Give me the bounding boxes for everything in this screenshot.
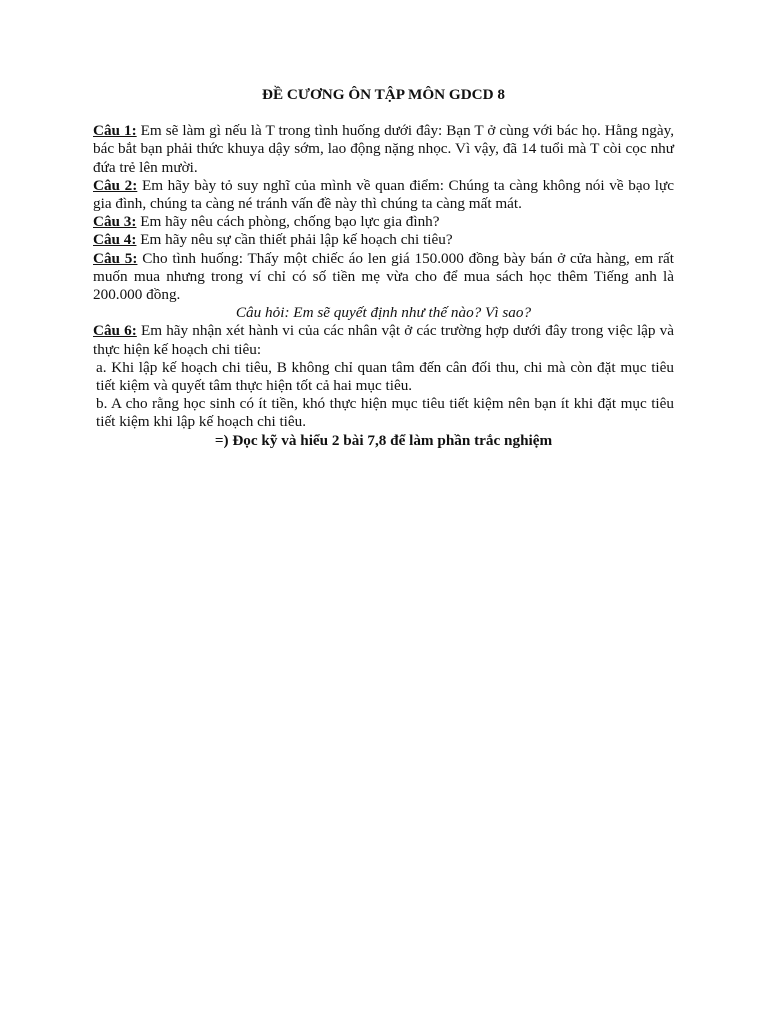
question-3 [93,213,674,231]
question-1-label: Câu 1: [93,122,137,140]
question-6-text: Em hãy nhận xét hành vi của các nhân vật ở các trường hợp dưới đây trong việc lập và thực hiện kế hoạch chi tiêu: [93,322,674,358]
question-1 [93,122,674,177]
question-2 [93,177,674,213]
question-2-text: Em hãy bày tỏ suy nghĩ của mình về quan điểm: Chúng ta càng không nói về bạo lực gia đình, chúng ta càng né tránh vấn đề này thì chúng ta càng mất mát. [93,176,674,213]
question-6 [93,322,674,358]
question-4 [93,231,674,249]
question-6-item-a: a. Khi lập kế hoạch chi tiêu, B không chỉ quan tâm đến cân đối thu, chi mà còn đặt mục tiêu tiết kiệm và quyết tâm thực hiện tốt cả hai mục tiêu. [96,358,674,395]
question-3-text: Em hãy nêu cách phòng, chống bạo lực gia đình? [136,213,440,231]
question-4-text: Em hãy nêu sự cần thiết phải lập kế hoạch chi tiêu? [136,231,453,249]
question-6-label: Câu 6: [93,322,137,340]
question-3-label: Câu 3: [93,213,137,231]
question-4-label: Câu 4: [93,231,137,249]
question-1-text: Em sẽ làm gì nếu là T trong tình huống dưới đây: Bạn T ở cùng với bác họ. Hằng ngày, bác bắt bạn phải thức khuya dậy sớm, lao động nặng nhọc. Vì vậy, đã 14 tuổi mà T còi cọc như đứa trẻ lên mười. [93,122,675,176]
document-body [93,86,674,450]
closing-note: =) Đọc kỹ và hiểu 2 bài 7,8 để làm phần trắc nghiệm [214,431,553,449]
question-5-label: Câu 5: [93,249,138,267]
document-title: ĐỀ CƯƠNG ÔN TẬP MÔN GDCD 8 [262,86,505,103]
question-5-text: Cho tình huống: Thấy một chiếc áo len giá 150.000 đồng bày bán ở cửa hàng, em rất muốn mua nhưng trong ví chỉ có số tiền mẹ vừa cho để mua sách học thêm Tiếng anh là 200.000 đồng. [93,249,674,304]
question-6-item-b: b. A cho rằng học sinh có ít tiền, khó thực hiện mục tiêu tiết kiệm nên bạn ít khi đặt mục tiêu tiết kiệm khi lập kế hoạch chi tiêu. [96,395,674,431]
question-5-prompt: Câu hỏi: Em sẽ quyết định như thế nào? Vì sao? [235,304,532,322]
question-2-label: Câu 2: [93,176,138,194]
question-5 [93,250,674,305]
